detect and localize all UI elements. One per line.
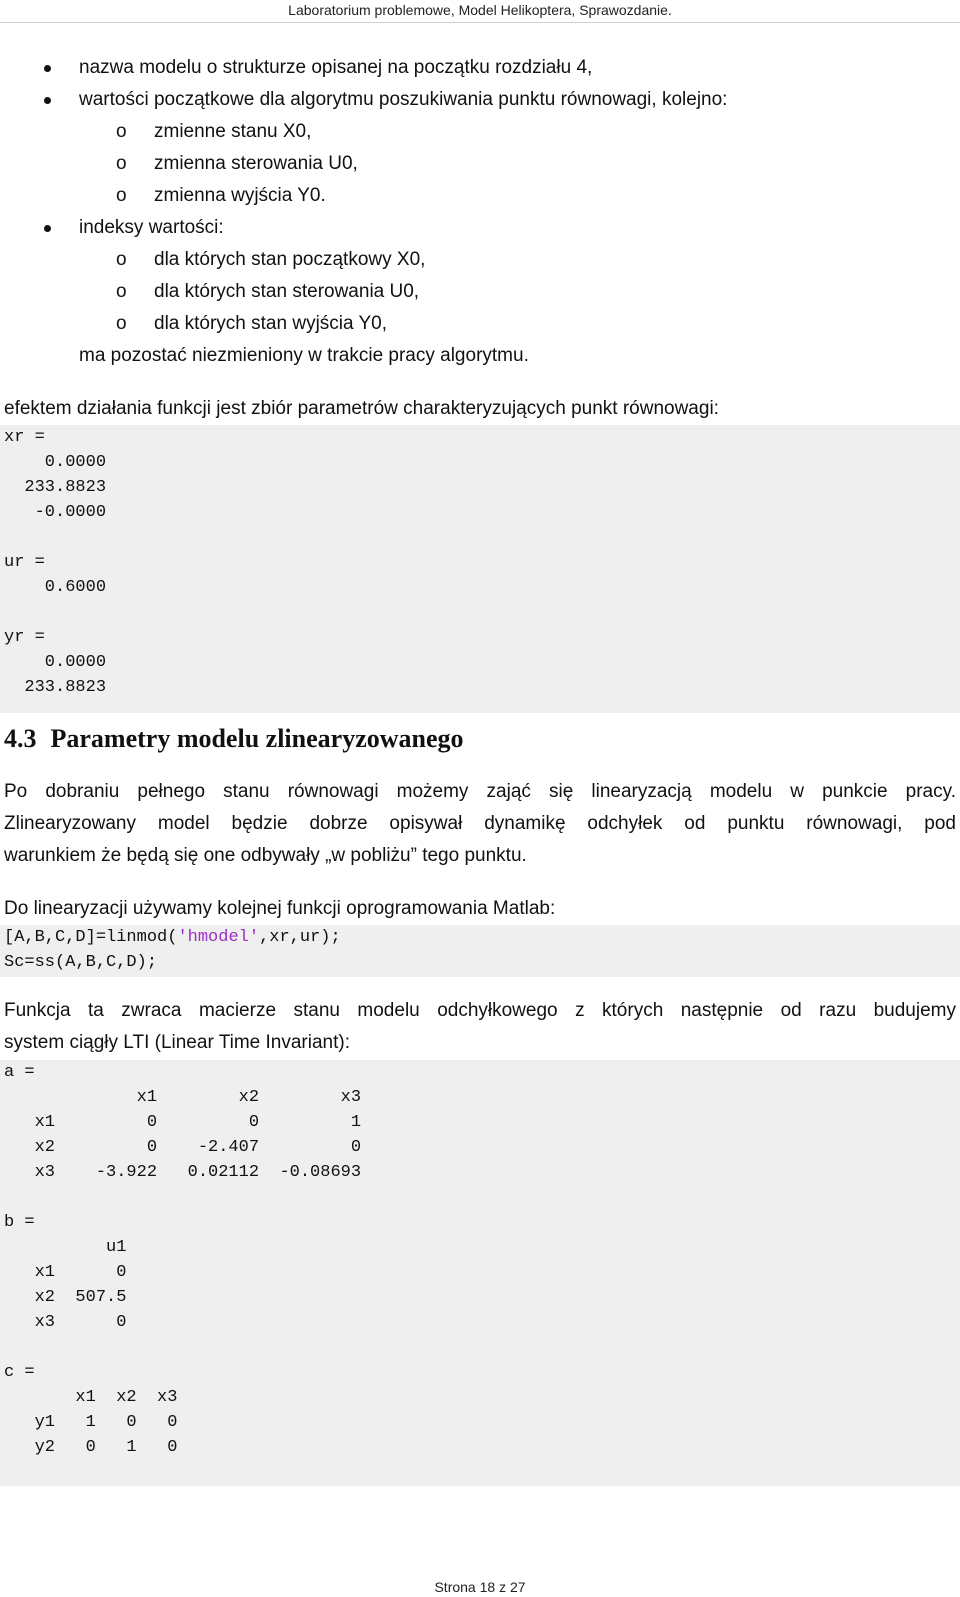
paragraph-lti-line: system ciągły LTI (Linear Time Invariant): (4, 1032, 350, 1053)
list-item-text: ma pozostać niezmieniony w trakcie pracy algorytmu. (79, 345, 529, 366)
bullet-icon (44, 225, 51, 232)
code-block-linmod (0, 925, 960, 977)
sub-list-item-text: dla których stan sterowania U0, (154, 281, 420, 302)
page-header: Laboratorium problemowe, Model Helikoptera, Sprawozdanie. (288, 2, 672, 18)
sub-list-item-text: zmienna sterowania U0, (154, 153, 358, 174)
paragraph-intro-line: Zlinearyzowany model będzie dobrze opisywał dynamikę odchyłek od punktu równowagi, pod (4, 813, 956, 834)
paragraph-intro-line: Po dobraniu pełnego stanu równowagi możemy zająć się linearyzacją modelu w punkcie pracy. (4, 781, 956, 802)
circle-marker-icon: o (116, 121, 127, 142)
code-line (4, 925, 341, 950)
list-item-text: nazwa modelu o strukturze opisanej na początku rozdziału 4, (79, 57, 593, 78)
section-number: 4.3 (4, 724, 37, 753)
circle-marker-icon: o (116, 153, 127, 174)
code-fragment: [A,B,C,D]=linmod( (4, 928, 178, 947)
list-item-text: indeksy wartości: (79, 217, 224, 238)
sub-list-item-text: zmienne stanu X0, (154, 121, 312, 142)
code-line: Sc=ss(A,B,C,D); (4, 953, 158, 972)
circle-marker-icon: o (116, 313, 127, 334)
sub-list-item-text: dla których stan wyjścia Y0, (154, 313, 388, 334)
code-string-literal: 'hmodel' (177, 928, 260, 947)
bullet-icon (44, 65, 51, 72)
section-heading (4, 722, 464, 756)
paragraph-matlab: Do linearyzacji używamy kolejnej funkcji oprogramowania Matlab: (4, 898, 556, 919)
sub-list-item-text: zmienna wyjścia Y0. (154, 185, 326, 206)
code-block-matrices (0, 1060, 960, 1486)
circle-marker-icon: o (116, 281, 127, 302)
sub-list-item-text: dla których stan początkowy X0, (154, 249, 426, 270)
section-title: Parametry modelu zlinearyzowanego (50, 724, 464, 753)
code-text: a = x1 x2 x3 x1 0 0 1 x2 0 -2.407 0 x3 -3.922 0.02112 -0.08693 b = u1 x1 0 x2 507.5 x3 0 c = x1 x2 x3 y1 1 0 0 y2 0 1 0 (4, 1063, 362, 1457)
header-divider (0, 22, 960, 23)
paragraph-intro-line: warunkiem że będą się one odbywały „w pobliżu” tego punktu. (4, 845, 527, 866)
paragraph-result: efektem działania funkcji jest zbiór parametrów charakteryzujących punkt równowagi: (4, 398, 719, 419)
code-block-equilibrium (0, 425, 960, 713)
code-text: xr = 0.0000 233.8823 -0.0000 ur = 0.6000 yr = 0.0000 233.8823 (4, 428, 107, 697)
circle-marker-icon: o (116, 249, 127, 270)
paragraph-lti-line: Funkcja ta zwraca macierze stanu modelu odchyłkowego z których następnie od razu budujemy (4, 1000, 956, 1021)
list-item-text: wartości początkowe dla algorytmu poszukiwania punktu równowagi, kolejno: (79, 89, 728, 110)
page-footer: Strona 18 z 27 (434, 1579, 526, 1595)
circle-marker-icon: o (116, 185, 127, 206)
bullet-icon (44, 97, 51, 104)
code-fragment: ,xr,ur); (259, 928, 341, 947)
